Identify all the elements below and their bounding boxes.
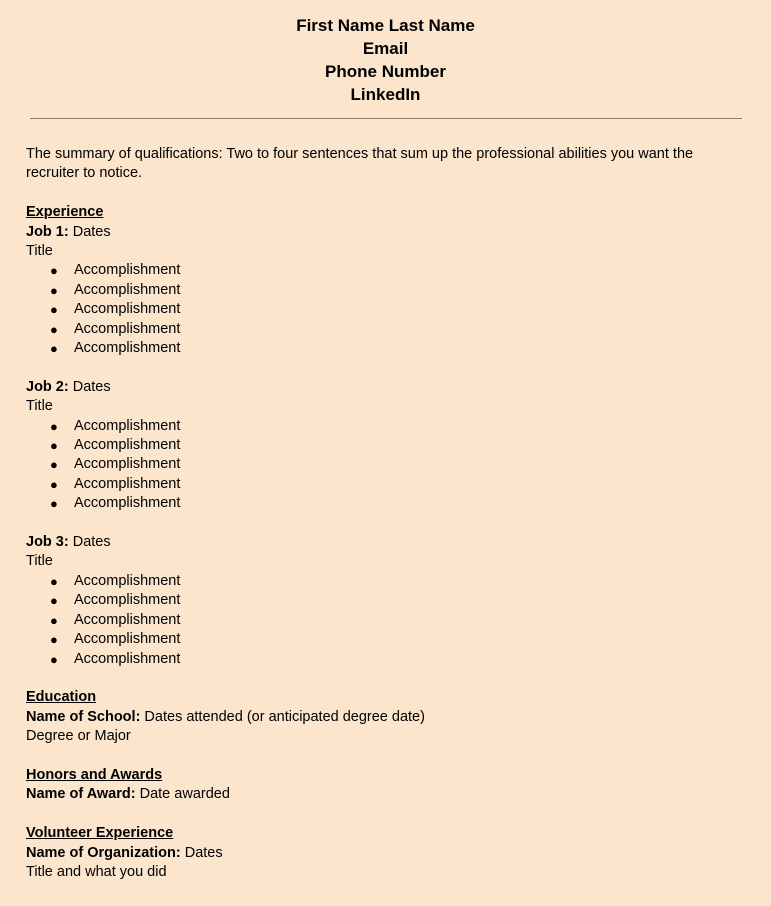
accomplishment-list (26, 417, 741, 514)
job-title: Title (26, 553, 53, 570)
bullet-icon: ● (50, 282, 58, 298)
job-entry (26, 533, 741, 669)
bullet-icon: ● (50, 612, 58, 628)
bullet-icon: ● (50, 496, 58, 512)
experience-section (26, 203, 741, 669)
education-section (26, 688, 741, 746)
list-item: ● Accomplishment (26, 339, 741, 358)
bullet-icon: ● (50, 418, 58, 434)
volunteer-section (26, 824, 741, 882)
email: Email (362, 39, 409, 58)
degree: Degree or Major (26, 728, 131, 745)
horizontal-divider (30, 118, 742, 119)
summary-of-qualifications: The summary of qualifications: Two to four sentences that sum up the professional abilities you want the recruiter to notice. (26, 146, 694, 182)
honors-heading: Honors and Awards (26, 766, 163, 783)
job-label: Job 1: (26, 223, 69, 240)
education-heading: Education (26, 689, 97, 706)
list-item: ● Accomplishment (26, 320, 741, 339)
job-entry (26, 223, 741, 359)
list-item: ● Accomplishment (26, 436, 741, 455)
organization-label: Name of Organization: (26, 844, 181, 861)
list-item: ● Accomplishment (26, 650, 741, 669)
job-line (26, 533, 741, 552)
list-item: ● Accomplishment (26, 591, 741, 610)
bullet-icon: ● (50, 476, 58, 492)
phone-number: Phone Number (325, 62, 446, 81)
honors-section (26, 766, 741, 805)
job-dates: Dates (68, 534, 111, 551)
job-dates: Dates (68, 223, 111, 240)
list-item: ● Accomplishment (26, 281, 741, 300)
accomplishment-list (26, 572, 741, 669)
list-item: ● Accomplishment (26, 300, 741, 319)
bullet-icon: ● (50, 263, 58, 279)
job-entry (26, 378, 741, 514)
bullet-icon: ● (50, 573, 58, 589)
bullet-icon: ● (50, 593, 58, 609)
bullet-icon: ● (50, 321, 58, 337)
full-name: First Name Last Name (296, 16, 475, 35)
award-label: Name of Award: (26, 786, 136, 803)
list-item: ● Accomplishment (26, 494, 741, 513)
job-label: Job 3: (26, 534, 69, 551)
accomplishment-list (26, 261, 741, 358)
organization-dates: Dates (180, 844, 223, 861)
organization-line (26, 844, 741, 863)
bullet-icon: ● (50, 438, 58, 454)
resume-body (26, 145, 741, 882)
list-item: ● Accomplishment (26, 261, 741, 280)
list-item: ● Accomplishment (26, 611, 741, 630)
list-item: ● Accomplishment (26, 475, 741, 494)
bullet-icon: ● (50, 341, 58, 357)
contact-header (0, 14, 771, 106)
list-item: ● Accomplishment (26, 630, 741, 649)
job-title: Title (26, 398, 53, 415)
list-item: ● Accomplishment (26, 417, 741, 436)
bullet-icon: ● (50, 302, 58, 318)
list-item: ● Accomplishment (26, 455, 741, 474)
school-label: Name of School: (26, 708, 141, 725)
job-title: Title (26, 243, 53, 260)
school-line (26, 708, 741, 727)
job-line (26, 223, 741, 242)
volunteer-heading: Volunteer Experience (26, 825, 174, 842)
job-label: Job 2: (26, 378, 69, 395)
linkedin: LinkedIn (350, 85, 421, 104)
award-date: Date awarded (135, 786, 230, 803)
job-dates: Dates (68, 378, 111, 395)
award-line (26, 785, 741, 804)
bullet-icon: ● (50, 651, 58, 667)
list-item: ● Accomplishment (26, 572, 741, 591)
experience-heading: Experience (26, 204, 104, 221)
job-line (26, 378, 741, 397)
bullet-icon: ● (50, 457, 58, 473)
volunteer-description: Title and what you did (26, 863, 167, 880)
school-dates: Dates attended (or anticipated degree date) (140, 708, 425, 725)
bullet-icon: ● (50, 632, 58, 648)
